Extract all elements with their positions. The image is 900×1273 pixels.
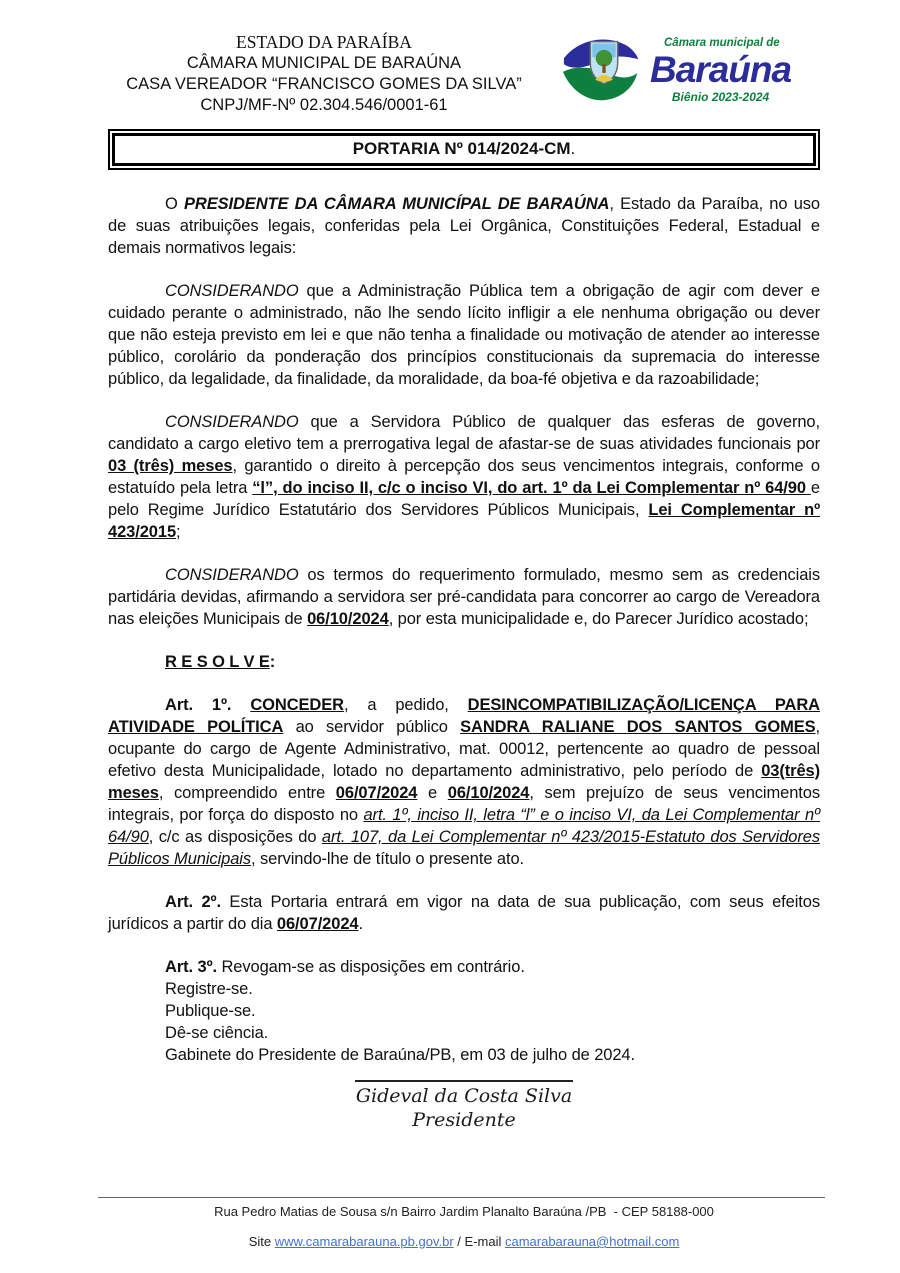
p-art-1: Art. 1º. CONCEDER, a pedido, DESINCOMPATIBILIZAÇÃO/LICENÇA PARA ATIVIDADE POLÍTICA ao servidor público SANDRA RALIANE DOS SANTOS GOMES, ocupante do cargo de Agente Administrativo, mat. 00012, pertencente ao quadro de pessoal efetivo desta Municipalidade, lotado no departamento administrativo, pelo período de 03(três) meses, compreendido entre 06/07/2024 e 06/10/2024, sem prejuízo de seus vencimentos integrais, por força do disposto no art. 1º, inciso II, letra “l” e o inciso VI, da Lei Complementar nº 64/90, c/c as disposições do art. 107, da Lei Complementar nº 423/2015-Estatuto dos Servidores Públicos Municipais, servindo-lhe de título o presente ato. [108, 696, 821, 868]
document-header [108, 26, 820, 116]
p-opening: O PRESIDENTE DA CÂMARA MUNICÍPAL DE BARAÚNA, Estado da Paraíba, no uso de suas atribuições legais, conferidas pela Lei Orgânica, Constituições Federal, Estadual e demais normativos legais: [108, 195, 820, 257]
signature-line [355, 1080, 573, 1082]
footer-site-label: Site [248, 1234, 275, 1249]
portaria-title-period: . [570, 139, 576, 158]
p-considerando-3: CONSIDERANDO os termos do requerimento formulado, mesmo sem as credenciais partidária devidas, afirmando a servidora ser pré-candidata para concorrer ao cargo de Vereadora nas eleições Municipais de 06/10/2024, por esta municipalidade e, do Parecer Jurídico acostado; [108, 566, 820, 628]
footer-site-link[interactable]: www.camarabarauna.pb.gov.br [274, 1234, 454, 1249]
signature-role: Presidente [412, 1109, 516, 1131]
p-publique: Publique-se. [165, 1002, 256, 1020]
footer-divider [98, 1197, 825, 1198]
signature-block [108, 1080, 820, 1132]
portaria-title [112, 133, 816, 166]
chamber-logo-icon [560, 28, 648, 110]
p-ciencia: Dê-se ciência. [165, 1024, 269, 1042]
org-line-house: CASA VEREADOR “FRANCISCO GOMES DA SILVA” [126, 75, 522, 93]
org-line-state: ESTADO DA PARAÍBA [236, 32, 412, 52]
signature-name: Gideval da Costa Silva [355, 1085, 573, 1107]
footer-address: Rua Pedro Matias de Sousa s/n Bairro Jardim Planalto Baraúna /PB - CEP 58188-000 [214, 1204, 714, 1219]
p-considerando-2: CONSIDERANDO que a Servidora Público de qualquer das esferas de governo, candidato a cargo eletivo tem a prerrogativa legal de afastar-se de suas atividades funcionais por 03 (três) meses, garantido o direito à percepção dos seus vencimentos integrais, conforme o estatuído pela letra “l”, do inciso II, c/c o inciso VI, do art. 1º da Lei Complementar nº 64/90 e pelo Regime Jurídico Estatutário dos Servidores Públicos Municipais, Lei Complementar nº 423/2015; [108, 413, 820, 541]
logo-tagline-bottom: Biênio 2023-2024 [671, 89, 770, 104]
p-art-2: Art. 2º. Esta Portaria entrará em vigor na data de sua publicação, com seus efeitos jurídicos a partir do dia 06/07/2024. [108, 893, 820, 933]
org-identification [108, 26, 540, 116]
logo-tagline-top: Câmara municipal de [664, 37, 780, 49]
logo-name: Baraúna [650, 48, 792, 90]
p-art-3: Art. 3º. Revogam-se as disposições em contrário. [165, 958, 525, 976]
footer-email-link[interactable]: camarabarauna@hotmail.com [504, 1234, 680, 1249]
chamber-logo-text [650, 28, 791, 103]
p-considerando-1: CONSIDERANDO que a Administração Pública tem a obrigação de agir com dever e cuidado perante o administrado, não lhe sendo lícito infligir a ele nenhuma obrigação ou dever que não esteja previsto em lei e que não tenha a finalidade ou motivação de atender ao interesse público, corolário da ponderação dos princípios constitucionais da supremacia do interesse público, da legalidade, da finalidade, da moralidade, da boa-fé objetiva e da razoabilidade; [108, 282, 820, 388]
document-body [108, 193, 820, 1066]
chamber-logo [560, 26, 820, 110]
footer-email-label: / E-mail [453, 1234, 505, 1249]
portaria-title-text: PORTARIA Nº 014/2024-CM [352, 139, 571, 158]
footer-contacts [108, 1234, 820, 1249]
document-footer [108, 1197, 820, 1273]
p-registre: Registre-se. [165, 980, 253, 998]
portaria-title-box [108, 129, 820, 170]
org-line-chamber: CÂMARA MUNICIPAL DE BARAÚNA [186, 54, 462, 72]
p-resolve: R E S O L V E: [165, 653, 276, 671]
p-gabinete: Gabinete do Presidente de Baraúna/PB, em 03 de julho de 2024. [165, 1046, 635, 1064]
org-line-cnpj: CNPJ/MF-Nº 02.304.546/0001-61 [200, 96, 448, 114]
